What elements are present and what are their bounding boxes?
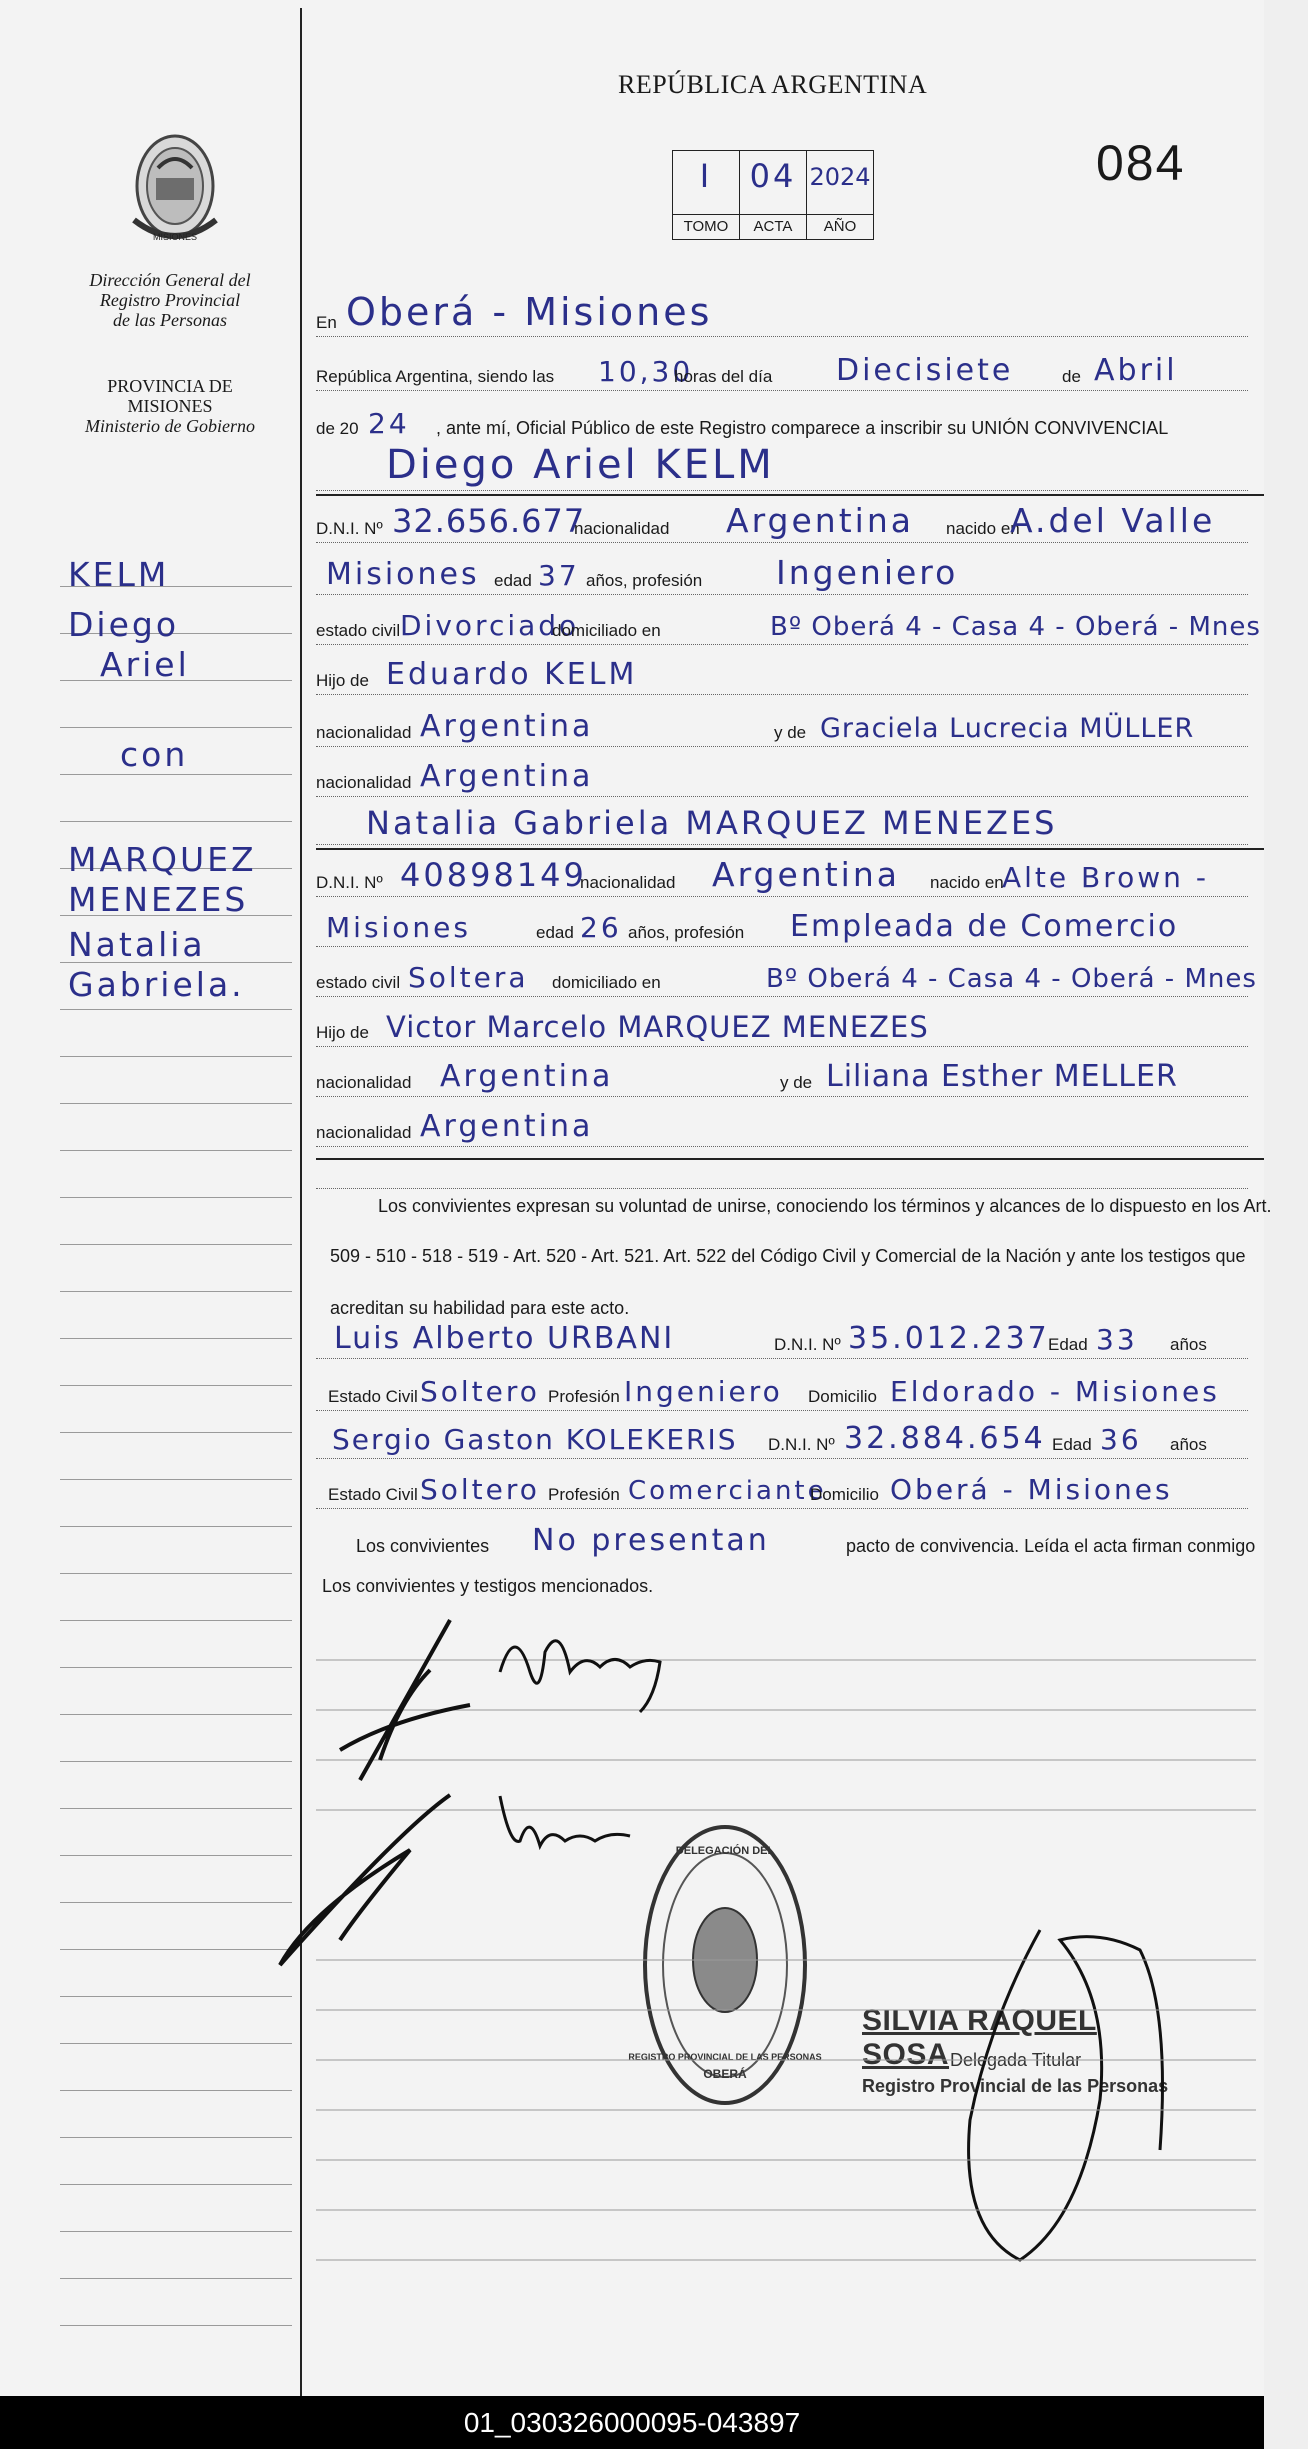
age-label: edad xyxy=(494,571,532,590)
party1-mother: Graciela Lucrecia MÜLLER xyxy=(820,713,1195,744)
party1-nationality: Argentina xyxy=(726,501,914,540)
born-label: nacido en xyxy=(946,519,1020,538)
tomo-cell xyxy=(673,151,740,239)
year-cell xyxy=(807,151,873,239)
republic-label: República Argentina, siendo las xyxy=(316,367,555,386)
closing-pact-value: No presentan xyxy=(532,1523,770,1558)
section-rule xyxy=(316,1158,1264,1160)
witness1-profession: Ingeniero xyxy=(624,1375,783,1408)
blank-row xyxy=(316,1148,1248,1189)
party2-dni: 40898149 xyxy=(400,856,587,894)
closing-prefix: Los convivientes xyxy=(356,1536,490,1556)
declaration-line3: acreditan su habilidad para este acto. xyxy=(330,1298,630,1318)
civil-label: Estado Civil xyxy=(328,1387,418,1406)
svg-text:MISIONES: MISIONES xyxy=(152,232,198,242)
declaration-line1: Los convivientes expresan su voluntad de unirse, conociendo los términos y alcances de lo dispuesto en los Art. xyxy=(378,1196,1272,1216)
party1-father: Eduardo KELM xyxy=(386,657,638,692)
witness1-civil: Soltero xyxy=(420,1375,540,1408)
mother-nat-label: nacionalidad xyxy=(316,1123,412,1142)
year-label: AÑO xyxy=(807,214,873,239)
margin-ruled-lines xyxy=(60,540,292,2326)
nationality-label: nacionalidad xyxy=(574,519,670,538)
closing-suffix: pacto de convivencia. Leída el acta firman conmigo xyxy=(846,1536,1256,1556)
witness2-address: Oberá - Misiones xyxy=(890,1473,1173,1506)
profession-label: Profesión xyxy=(548,1387,620,1406)
address-label: domiciliado en xyxy=(552,621,661,640)
years-label: años xyxy=(1170,1435,1207,1454)
margin-note-name2a: Natalia xyxy=(68,925,206,964)
age-label: Edad xyxy=(1052,1435,1092,1454)
party1-full-name: Diego Ariel KELM xyxy=(386,442,775,488)
years-label: años xyxy=(1170,1335,1207,1354)
party2-civil-row xyxy=(316,956,1257,997)
coat-of-arms-logo xyxy=(128,128,222,256)
party2-born-in-2: Misiones xyxy=(326,911,471,944)
month-value: Abril xyxy=(1094,353,1178,388)
acta-label: ACTA xyxy=(740,214,806,239)
mother-nat-label: nacionalidad xyxy=(316,773,412,792)
margin-note-surname2a: MARQUEZ xyxy=(68,840,257,879)
years-label: años, profesión xyxy=(628,923,745,942)
scan-footer-code: 01_030326000095-043897 xyxy=(0,2396,1264,2449)
party1-name-row xyxy=(316,442,1248,491)
dni-label: D.N.I. Nº xyxy=(774,1335,841,1354)
date-row xyxy=(316,350,1248,391)
party1-age-row xyxy=(316,554,1248,595)
margin-note-con: con xyxy=(120,735,189,774)
father-nat-label: nacionalidad xyxy=(316,723,412,742)
org-name-line2: Registro Provincial xyxy=(99,290,241,310)
party2-name-row xyxy=(316,804,1248,845)
closing-row xyxy=(316,1520,1256,1560)
dni-label: D.N.I. Nº xyxy=(316,873,383,892)
civil-label: estado civil xyxy=(316,621,401,640)
age-label: edad xyxy=(536,923,574,942)
witness2-profession: Comerciante xyxy=(628,1476,827,1506)
address-label: Domicilio xyxy=(810,1485,879,1504)
party2-father-row xyxy=(316,1006,1248,1047)
address-label: Domicilio xyxy=(808,1387,877,1406)
officer-name: SILVIA RAQUEL SOSA xyxy=(862,2004,1097,2071)
union-row xyxy=(316,402,1248,442)
party1-born-in: A.del Valle xyxy=(1010,501,1216,540)
witness1-age: 33 xyxy=(1096,1323,1138,1356)
witness1-dni: 35.012.237 xyxy=(848,1321,1050,1356)
party2-profession: Empleada de Comercio xyxy=(790,909,1179,944)
dni-label: D.N.I. Nº xyxy=(316,519,383,538)
hours-label: horas del día xyxy=(674,367,773,386)
and-label: y de xyxy=(774,723,807,742)
tomo-acta-year-box xyxy=(672,150,874,240)
party1-civil-row xyxy=(316,604,1261,645)
party1-mother-row xyxy=(316,706,1248,747)
ministry-label: Ministerio de Gobierno xyxy=(85,416,255,436)
witness1-row xyxy=(316,1318,1248,1359)
svg-text:REGISTRO PROVINCIAL DE LAS PER: REGISTRO PROVINCIAL DE LAS PERSONAS xyxy=(628,2052,822,2062)
acta-cell xyxy=(740,151,807,239)
party2-address: Bº Oberá 4 - Casa 4 - Oberá - Mnes xyxy=(766,964,1257,994)
closing-line2: Los convivientes y testigos mencionados. xyxy=(322,1576,654,1596)
union-text: , ante mí, Oficial Público de este Registro comparece a inscribir su UNIÓN CONVIVENCIAL xyxy=(436,418,1169,438)
signature-party1 xyxy=(320,1610,500,1810)
party1-dni-row xyxy=(316,502,1248,543)
svg-text:DELEGACIÓN DEL: DELEGACIÓN DEL xyxy=(675,1845,775,1857)
party2-father-nat: Argentina xyxy=(440,1059,614,1094)
party1-born-in-2: Misiones xyxy=(326,557,480,592)
day-value: Diecisiete xyxy=(836,353,1014,388)
and-label: y de xyxy=(780,1073,813,1092)
officer-role: Delegada Titular xyxy=(950,2050,1082,2070)
margin-note-name1a: Diego xyxy=(68,605,180,644)
witness2-row xyxy=(316,1418,1248,1459)
witness2-dni: 32.884.654 xyxy=(844,1421,1046,1456)
margin-note-name1b: Ariel xyxy=(100,645,190,684)
en-label: En xyxy=(316,313,337,332)
witness2-civil: Soltero xyxy=(420,1473,540,1506)
year-suffix-value: 24 xyxy=(368,407,410,440)
svg-text:OBERÁ: OBERÁ xyxy=(703,2067,747,2081)
tomo-value: I xyxy=(699,157,713,195)
party2-mother-row xyxy=(316,1056,1248,1097)
profession-label: Profesión xyxy=(548,1485,620,1504)
witness2-name: Sergio Gaston KOLEKERIS xyxy=(332,1423,738,1456)
time-value: 10,30 xyxy=(598,355,694,388)
section-rule xyxy=(316,848,1264,850)
signature-witness1 xyxy=(490,1786,640,1866)
witness1-name: Luis Alberto URBANI xyxy=(334,1321,675,1356)
years-label: años, profesión xyxy=(586,571,703,590)
declaration-line2: 509 - 510 - 518 - 519 - Art. 520 - Art. 521. Art. 522 del Código Civil y Comercial de la Nación y ante los testigos que xyxy=(330,1246,1246,1266)
party1-age: 37 xyxy=(538,559,580,592)
witness1-details-row xyxy=(316,1370,1248,1411)
party2-civil: Soltera xyxy=(408,961,529,994)
year-prefix: de 20 xyxy=(316,419,359,438)
party1-mother-nat: Argentina xyxy=(420,759,594,794)
signature-witness2 xyxy=(250,1790,470,1980)
tomo-label: TOMO xyxy=(673,214,739,239)
party2-age: 26 xyxy=(580,911,622,944)
signature-party2 xyxy=(490,1612,680,1722)
witness2-details-row xyxy=(316,1468,1248,1509)
born-label: nacido en xyxy=(930,873,1004,892)
witness2-age: 36 xyxy=(1100,1423,1142,1456)
document-title: REPÚBLICA ARGENTINA xyxy=(618,70,928,99)
party1-father-nat: Argentina xyxy=(420,709,594,744)
dni-label: D.N.I. Nº xyxy=(768,1435,835,1454)
party1-dni: 32.656.677 xyxy=(392,502,586,540)
address-label: domiciliado en xyxy=(552,973,661,992)
org-name-line3: de las Personas xyxy=(113,310,227,330)
party2-father: Victor Marcelo MARQUEZ MENEZES xyxy=(386,1010,929,1044)
year-value: 2024 xyxy=(809,163,871,191)
party2-mother: Liliana Esther MELLER xyxy=(826,1059,1178,1094)
party2-mother-nat: Argentina xyxy=(420,1109,594,1144)
party2-mother-nat-row xyxy=(316,1106,1248,1147)
margin-note-surname1: KELM xyxy=(68,555,170,594)
party1-address: Bº Oberá 4 - Casa 4 - Oberá - Mnes xyxy=(770,612,1261,642)
party2-dni-row xyxy=(316,856,1248,897)
margin-note-surname2b: MENEZES xyxy=(68,880,249,919)
party2-full-name: Natalia Gabriela MARQUEZ MENEZES xyxy=(366,804,1058,842)
party1-father-row xyxy=(316,654,1248,695)
nationality-label: nacionalidad xyxy=(580,873,676,892)
place-row xyxy=(316,290,1248,337)
party2-nationality: Argentina xyxy=(712,855,900,894)
party1-mother-nat-row xyxy=(316,756,1248,797)
son-label: Hijo de xyxy=(316,671,369,690)
act-number: 084 xyxy=(1096,135,1186,191)
party2-age-row xyxy=(316,906,1248,947)
svg-text:Urbani: Urbani xyxy=(550,1841,553,1842)
acta-value: 04 xyxy=(749,157,797,195)
party1-profession: Ingeniero xyxy=(776,553,959,592)
place-value: Oberá - Misiones xyxy=(346,290,713,334)
age-label: Edad xyxy=(1048,1335,1088,1354)
svg-text:Mangueary: Mangueary xyxy=(550,1667,555,1668)
lower-ruled-lines xyxy=(316,1960,1256,2380)
province-line2: MISIONES xyxy=(127,396,213,416)
de-label: de xyxy=(1062,367,1081,386)
margin-divider xyxy=(300,8,302,2396)
father-nat-label: nacionalidad xyxy=(316,1073,412,1092)
section-rule xyxy=(316,494,1264,496)
province-line1: PROVINCIA DE xyxy=(107,376,233,396)
officer-org: Registro Provincial de las Personas xyxy=(862,2076,1169,2096)
party1-civil: Divorciado xyxy=(400,609,580,642)
witness1-address: Eldorado - Misiones xyxy=(890,1375,1220,1408)
party2-born-in: Alte Brown - xyxy=(1002,861,1209,894)
civil-label: estado civil xyxy=(316,973,401,992)
margin-note-name2b: Gabriela. xyxy=(68,965,245,1004)
son-label: Hijo de xyxy=(316,1023,369,1042)
org-name-line1: Dirección General del xyxy=(89,270,251,290)
civil-label: Estado Civil xyxy=(328,1485,418,1504)
